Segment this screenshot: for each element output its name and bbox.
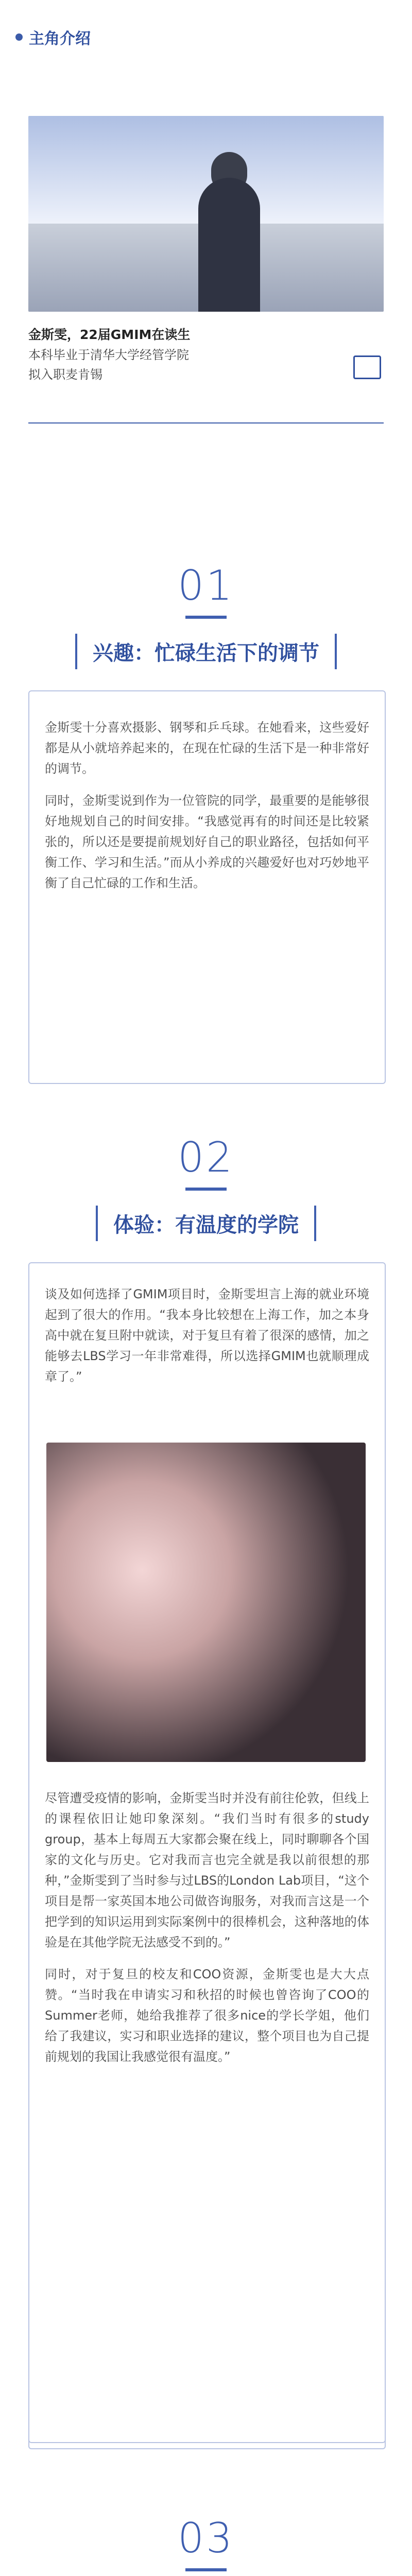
book-icon: [353, 355, 381, 379]
section-number-1: 01: [178, 562, 234, 609]
section-card-1: [28, 690, 386, 1084]
intro-name: 金斯雯，22届GMIM在读生: [28, 327, 191, 342]
number-underline: [185, 616, 227, 619]
section-2-paragraph: 同时，对于复旦的校友和COO资源，金斯雯也是大大点赞。“当时我在申请实习和秋招的时候也曾咨询了COO的Summer老师，她给我推荐了很多nice的学长学姐，他们给了我建议，实习和职业选择的建议，整个项目也为自己提前规划的我国让我感觉很有温度。”: [45, 1967, 369, 2064]
divider: [28, 422, 384, 423]
section-title-2: 体验：有温度的学院: [0, 1206, 412, 1241]
header-label: 主角介绍: [29, 30, 91, 48]
portrait-photo: [28, 116, 384, 312]
section-card-2-continued: [28, 1772, 386, 2443]
section-1-paragraph: 金斯雯十分喜欢摄影、钢琴和乒乓球。在她看来，这些爱好都是从小就培养起来的，在现在忙碌的生活下是一种非常好的调节。: [45, 720, 369, 776]
section-title-1: 兴趣：忙碌生活下的调节: [0, 634, 412, 669]
section-1-paragraph: 同时，金斯雯说到作为一位管院的同学，最重要的是能够很好地规划自己的时间安排。“我感觉再有的时间还是比较紧张的，所以还是要提前规划好自己的职业路径，包括如何平衡工作、学习和生活。”而从小养成的兴趣爱好也对巧妙地平衡了自己忙碌的工作和生活。: [45, 793, 369, 890]
intro-block: [28, 325, 384, 384]
intro-line-2: 拟入职麦肯锡: [28, 367, 102, 382]
section-number-3: 03: [178, 2514, 234, 2562]
section-header-intro: [15, 26, 91, 48]
friends-photo: [46, 1443, 366, 1762]
intro-line-1: 本科毕业于清华大学经管学院: [28, 348, 189, 362]
section-2-paragraph: 尽管遭受疫情的影响，金斯雯当时并没有前往伦敦，但线上的课程依旧让她印象深刻。“我们当时有很多的study group，基本上每周五大家都会聚在线上，同时聊聊各个国家的文化与历史。它对我而言也完全就是我以前很想的那种，”金斯雯到了当时参与过LBS的London Lab项目，“这个项目是帮一家英国本地公司做咨询服务，对我而言这是一个把学到的知识运用到实际案例中的很棒机会，这种落地的体验是在其他学院无法感受不到的。”: [45, 1791, 369, 1950]
section-number-2: 02: [178, 1133, 234, 1181]
number-underline: [185, 1188, 227, 1191]
bullet-dot-icon: [15, 33, 23, 41]
section-2-paragraph: 谈及如何选择了GMIM项目时，金斯雯坦言上海的就业环境起到了很大的作用。“我本身比较想在上海工作，加之本身高中就在复旦附中就读，对于复旦有着了很深的感情，加之能够去LBS学习一年非常难得，所以选择GMIM也就顺理成章了。”: [45, 1287, 369, 1384]
number-underline: [185, 2568, 227, 2571]
